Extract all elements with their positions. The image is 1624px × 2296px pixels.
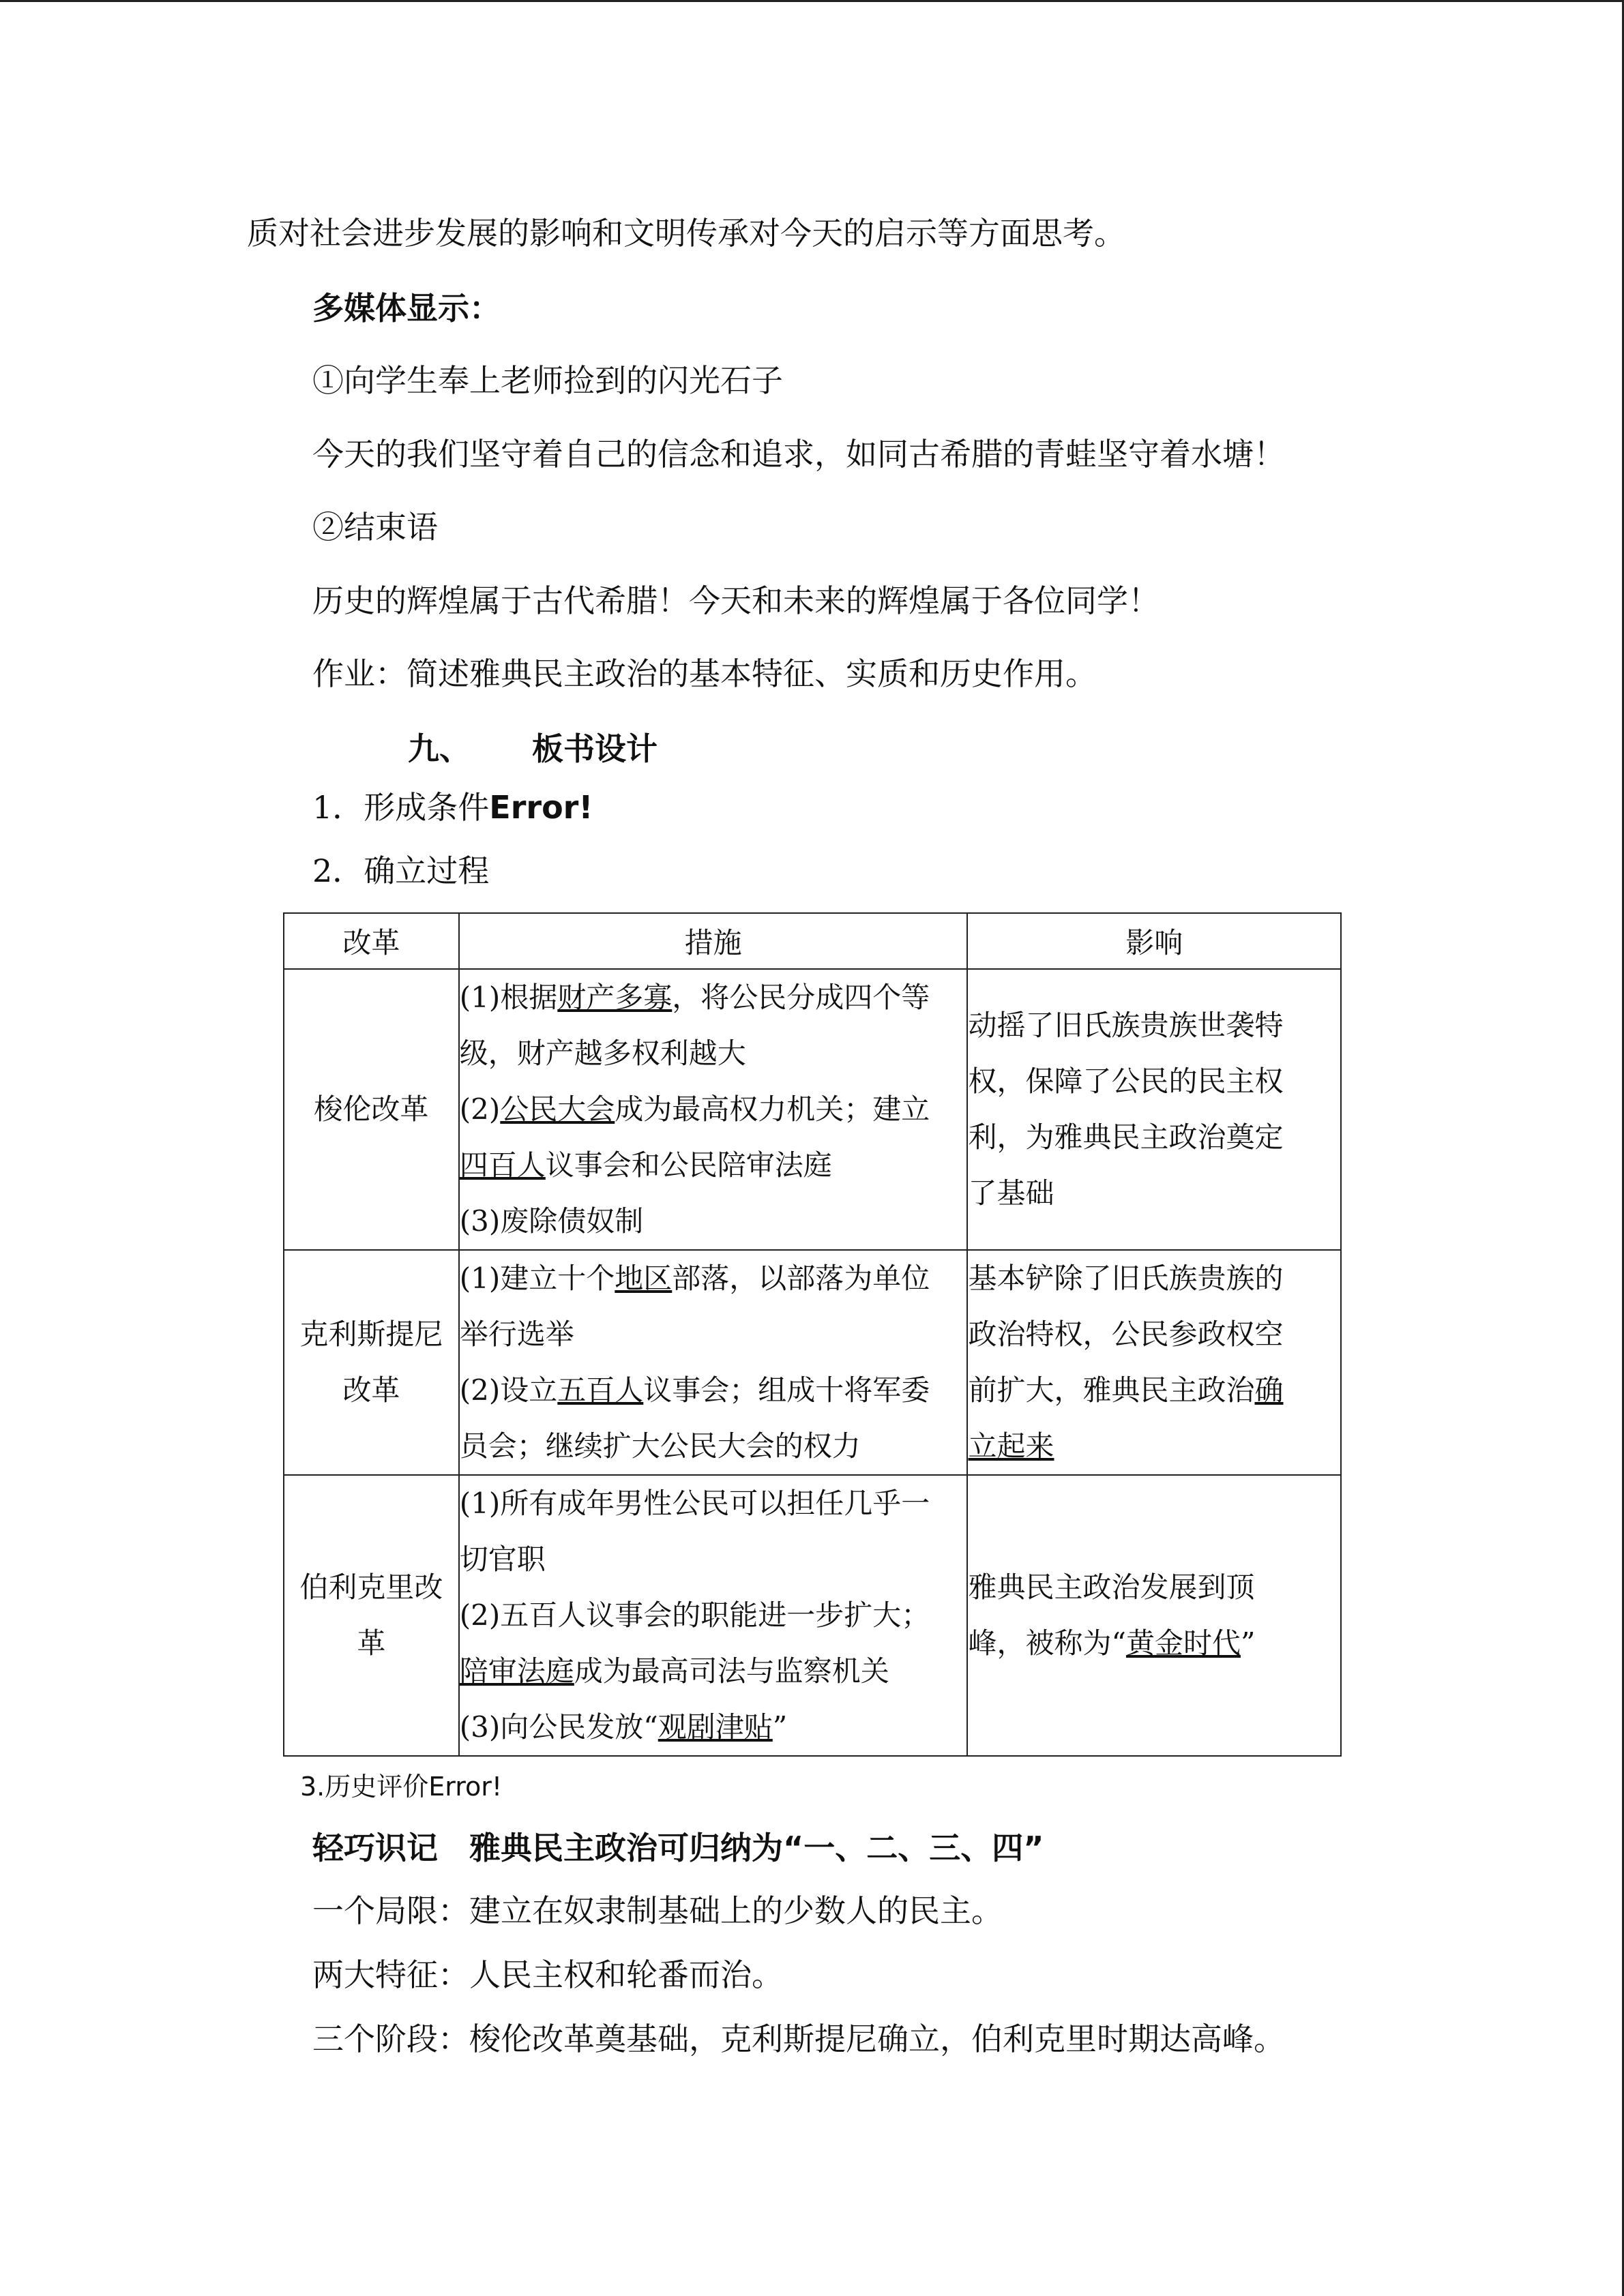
reform-table: [283, 912, 1342, 1757]
text-segment: 基本铲除了旧氏族贵族的: [968, 1262, 1284, 1295]
paragraph-line: ①向学生奉上老师捡到的闪光石子: [312, 362, 783, 399]
multimedia-heading: 多媒体显示：: [312, 290, 501, 327]
text-segment: 峰，被称为“: [968, 1626, 1126, 1660]
measure-line: [460, 1082, 967, 1137]
outline-item-3: 3.历史评价Error!: [300, 1772, 503, 1802]
underlined-term: 四百人: [459, 1148, 546, 1182]
underlined-term: 黄金时代: [1125, 1626, 1241, 1660]
underlined-term: 陪审法庭: [459, 1654, 574, 1688]
measures-cell: [459, 1250, 968, 1475]
header-impact: 影响: [967, 913, 1341, 969]
paragraph-line: 今天的我们坚守着自己的信念和追求，如同古希腊的青蛙坚守着水塘！: [312, 436, 1285, 473]
reform-name: 改革: [342, 1373, 400, 1407]
outline-item-1-text: 1．形成条件: [312, 789, 490, 826]
paragraph-line: 质对社会进步发展的影响和文明传承对今天的启示等方面思考。: [247, 215, 1125, 252]
measure-line: [460, 1418, 967, 1474]
impact-line: [968, 1109, 1340, 1165]
section-number: 九、: [408, 730, 471, 767]
text-segment: 权，保障了公民的民主权: [968, 1064, 1284, 1098]
text-segment: 雅典民主政治发展到顶: [968, 1570, 1255, 1604]
reform-name-cell: [284, 1250, 459, 1475]
memory-tip-text: 雅典民主政治可归纳为“一、二、三、四”: [469, 1830, 1044, 1866]
text-segment: 议事会和公民陪审法庭: [545, 1148, 832, 1182]
outline-item-1: [312, 787, 593, 828]
table-row: [284, 969, 1341, 1250]
text-segment: 员会；继续扩大公民大会的权力: [459, 1429, 861, 1463]
text-segment: 动摇了旧氏族贵族世袭特: [968, 1009, 1284, 1042]
summary-line: 三个阶段：梭伦改革奠基础，克利斯提尼确立，伯利克里时期达高峰。: [312, 2021, 1285, 2057]
measure-line: [460, 1476, 967, 1532]
reform-name-cell: [284, 1475, 459, 1756]
measure-line: [460, 1362, 967, 1418]
text-segment: 举行选举: [459, 1317, 574, 1351]
text-segment: 议事会；组成十将军委: [643, 1373, 930, 1407]
text-segment: 成为最高权力机关；建立: [615, 1092, 930, 1126]
text-segment: 部落，以部落为单位: [672, 1262, 930, 1295]
impact-line: [968, 998, 1340, 1054]
paragraph-line: ②结束语: [312, 509, 438, 546]
measure-line: [460, 1587, 967, 1643]
underlined-term: 确: [1254, 1373, 1284, 1407]
text-segment: 前扩大，雅典民主政治: [968, 1373, 1255, 1407]
impact-line: [968, 1615, 1340, 1671]
text-segment: 利，为雅典民主政治奠定: [968, 1120, 1284, 1154]
measure-line: [460, 1307, 967, 1362]
measure-line: [460, 1251, 967, 1307]
summary-line: 两大特征：人民主权和轮番而治。: [312, 1956, 783, 1993]
reform-name: 克利斯提尼: [299, 1317, 443, 1351]
text-segment: 切官职: [459, 1542, 546, 1576]
text-segment: 成为最高司法与监察机关: [574, 1654, 889, 1688]
text-segment: 级，财产越多权利越大: [459, 1037, 746, 1070]
impact-line: [968, 1165, 1340, 1221]
text-segment: 政治特权，公民参政权空: [968, 1317, 1284, 1351]
measure-line: [460, 1532, 967, 1587]
memory-tip: [312, 1828, 1044, 1868]
page-border-top: [0, 0, 1624, 2]
header-reform: 改革: [284, 913, 459, 969]
table-row: [284, 1475, 1341, 1756]
measure-line: [460, 1193, 967, 1249]
measure-line: [460, 1643, 967, 1699]
text-segment: ”: [1240, 1626, 1256, 1660]
underlined-term: 公民大会: [500, 1092, 615, 1126]
header-measures: 措施: [459, 913, 968, 969]
text-segment: (2)设立: [459, 1373, 558, 1407]
text-segment: (1)所有成年男性公民可以担任几乎一: [459, 1487, 930, 1520]
underlined-term: 地区: [615, 1262, 673, 1295]
impact-line: [968, 1307, 1340, 1362]
text-segment: (3)废除债奴制: [459, 1204, 644, 1238]
text-segment: (1)根据: [459, 981, 558, 1014]
measure-line: [460, 970, 967, 1026]
impact-line: [968, 1054, 1340, 1109]
impact-cell: [967, 1475, 1341, 1756]
outline-item-2: 2．确立过程: [312, 852, 490, 889]
text-segment: (2)五百人议事会的职能进一步扩大；: [459, 1598, 930, 1632]
field-error: Error!: [489, 789, 593, 826]
paragraph-line: 历史的辉煌属于古代希腊！今天和未来的辉煌属于各位同学！: [312, 582, 1160, 619]
measure-line: [460, 1699, 967, 1755]
underlined-term: 五百人: [557, 1373, 644, 1407]
underlined-term: 立起来: [968, 1429, 1054, 1463]
homework-line: 作业：简述雅典民主政治的基本特征、实质和历史作用。: [312, 655, 1097, 692]
text-segment: (3)向公民发放“: [459, 1710, 658, 1744]
measures-cell: [459, 1475, 968, 1756]
memory-tip-label: 轻巧识记: [312, 1830, 438, 1866]
reform-name: 梭伦改革: [314, 1092, 429, 1126]
section-title: 板书设计: [532, 730, 658, 767]
measure-line: [460, 1026, 967, 1082]
impact-cell: [967, 969, 1341, 1250]
table-row: [284, 1250, 1341, 1475]
text-segment: ”: [772, 1710, 788, 1744]
impact-line: [968, 1560, 1340, 1615]
text-segment: 了基础: [968, 1176, 1054, 1210]
measure-line: [460, 1137, 967, 1193]
impact-line: [968, 1362, 1340, 1418]
reform-name-cell: [284, 969, 459, 1250]
measures-cell: [459, 969, 968, 1250]
underlined-term: 观剧津贴: [658, 1710, 773, 1744]
impact-cell: [967, 1250, 1341, 1475]
impact-line: [968, 1418, 1340, 1474]
reform-name: 伯利克里改: [299, 1570, 443, 1604]
text-segment: (1)建立十个: [459, 1262, 615, 1295]
reform-name: 革: [357, 1626, 386, 1660]
table-header-row: [284, 913, 1341, 969]
text-segment: ，将公民分成四个等: [672, 981, 930, 1014]
text-segment: (2): [459, 1092, 501, 1126]
underlined-term: 财产多寡: [557, 981, 673, 1014]
summary-line: 一个局限：建立在奴隶制基础上的少数人的民主。: [312, 1892, 1003, 1929]
impact-line: [968, 1251, 1340, 1307]
